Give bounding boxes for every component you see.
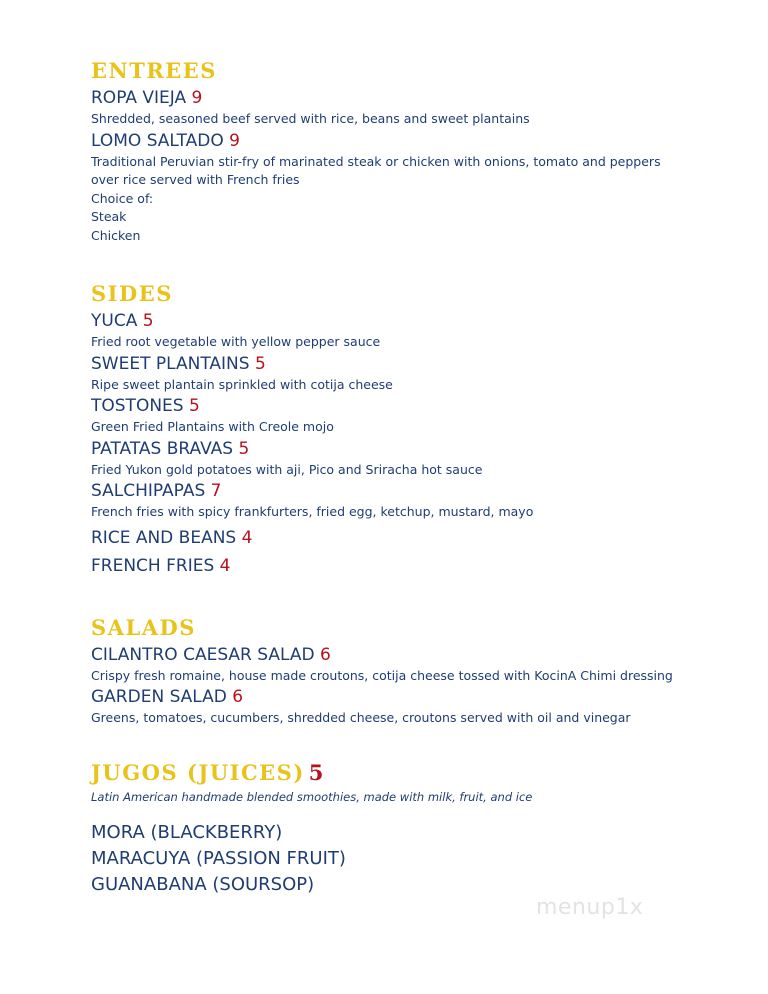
sides-title: SIDES: [91, 281, 173, 306]
menu-item-ropa-vieja: [91, 86, 731, 110]
item-price: 7: [210, 481, 222, 501]
item-name: PATATAS BRAVAS: [91, 438, 234, 459]
item-name: LOMO SALTADO: [91, 130, 224, 151]
menu-item-french-fries: [91, 554, 731, 578]
menu-item-salchipapas: [91, 479, 731, 503]
item-price: 4: [219, 555, 231, 576]
item-price: 6: [320, 644, 331, 665]
item-name: YUCA: [91, 311, 138, 331]
menu-item-tostones: [91, 394, 731, 418]
menu-item-garden-salad: [91, 685, 731, 709]
item-name: SWEET PLANTAINS: [91, 353, 250, 374]
item-price: 5: [238, 438, 250, 459]
menu-item-sweet-plantains: [91, 352, 731, 376]
entrees-section: [91, 56, 731, 245]
item-price: 9: [229, 130, 240, 151]
item-name: ROPA VIEJA: [91, 88, 187, 108]
menu-item-rice-and-beans: [91, 526, 731, 550]
menu-page: [91, 56, 731, 898]
item-description: Shredded, seasoned beef served with rice, beans and sweet plantains: [91, 111, 530, 126]
item-name: SALCHIPAPAS: [91, 481, 206, 501]
salads-title: SALADS: [91, 614, 196, 640]
juice-item-maracuya: MARACUYA (PASSION FRUIT): [91, 848, 346, 869]
choice-option-chicken: Chicken: [91, 227, 141, 243]
sides-section: [91, 279, 731, 578]
item-description: Ripe sweet plantain sprinkled with cotija cheese: [91, 376, 393, 392]
item-name: TOSTONES: [91, 396, 184, 416]
jugos-description: Latin American handmade blended smoothies, made with milk, fruit, and ice: [91, 789, 533, 804]
item-price: 9: [191, 88, 203, 108]
item-description: Traditional Peruvian stir-fry of marinated steak or chicken with onions, tomato and peppers over rice served with French fries: [91, 153, 661, 187]
item-description: Crispy fresh romaine, house made croutons, cotija cheese tossed with KocinA Chimi dressing: [91, 667, 673, 683]
item-price: 5: [254, 353, 266, 374]
menupix-watermark: menup1x: [536, 895, 644, 920]
item-name: RICE AND BEANS: [91, 527, 237, 548]
item-description: Green Fried Plantains with Creole mojo: [91, 419, 334, 434]
juice-item-guanabana: GUANABANA (SOURSOP): [91, 874, 315, 895]
item-description: French fries with spicy frankfurters, fried egg, ketchup, mustard, mayo: [91, 504, 534, 519]
item-name: GARDEN SALAD: [91, 687, 227, 707]
item-price: 5: [142, 311, 154, 331]
salads-section: [91, 613, 731, 728]
choice-option-steak: Steak: [91, 209, 127, 224]
item-price: 6: [232, 687, 244, 707]
jugos-title-text: JUGOS (JUICES): [91, 759, 305, 785]
item-description: Fried Yukon gold potatoes with aji, Pico and Sriracha hot sauce: [91, 461, 483, 477]
menu-item-lomo-saltado: [91, 129, 731, 153]
item-price: 5: [188, 396, 200, 416]
choice-label: Choice of:: [91, 190, 154, 206]
item-price: 4: [241, 527, 253, 548]
item-name: FRENCH FRIES: [91, 555, 215, 576]
menu-item-yuca: [91, 309, 731, 333]
juice-item-mora: MORA (BLACKBERRY): [91, 822, 283, 843]
menu-item-patatas-bravas: [91, 437, 731, 461]
item-description: Fried root vegetable with yellow pepper sauce: [91, 334, 381, 349]
entrees-title: ENTREES: [91, 58, 217, 83]
jugos-price: 5: [308, 759, 325, 785]
menu-item-cilantro-caesar-salad: [91, 643, 731, 667]
item-description: Greens, tomatoes, cucumbers, shredded cheese, croutons served with oil and vinegar: [91, 710, 631, 725]
jugos-title: [91, 758, 731, 788]
item-name: CILANTRO CAESAR SALAD: [91, 644, 315, 665]
jugos-section: [91, 758, 731, 899]
